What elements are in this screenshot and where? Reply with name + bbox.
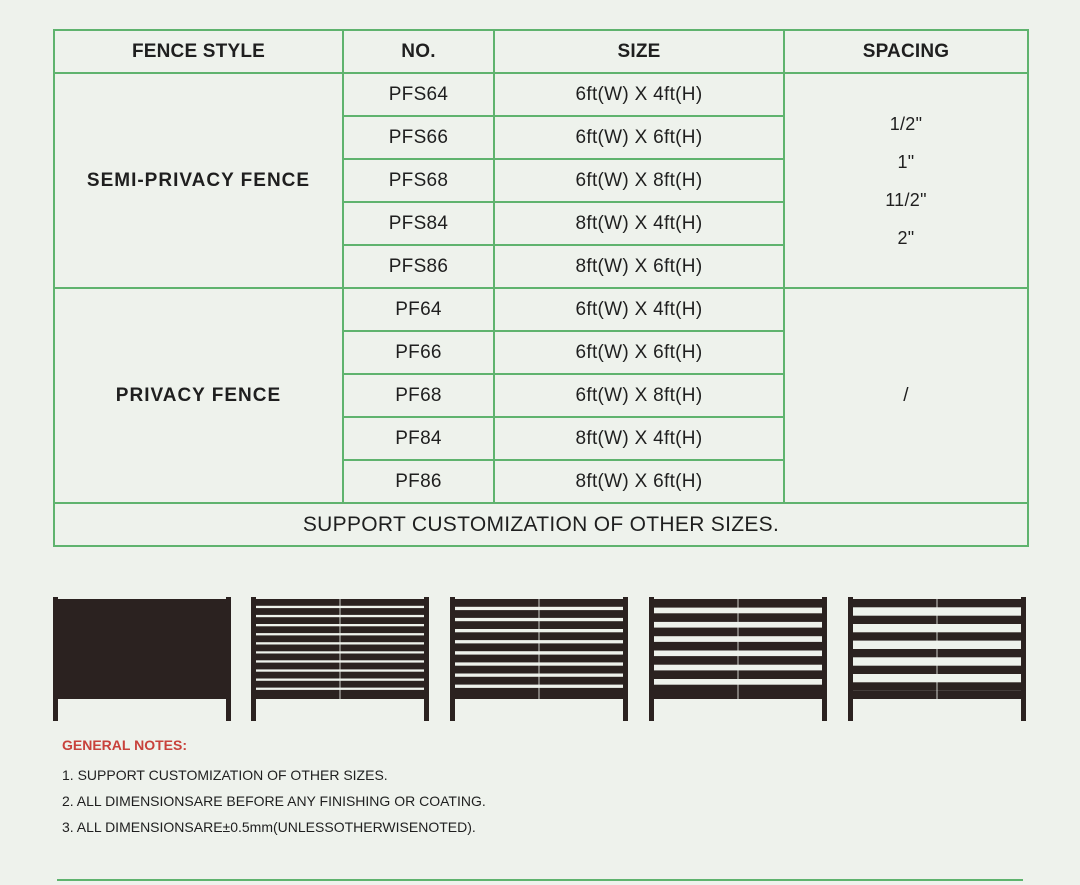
model-number: PFS64 (343, 73, 494, 116)
table-row (54, 73, 1028, 116)
spacing-options (885, 105, 927, 257)
narrow-gap-slat-panel (450, 597, 628, 721)
fence-style-semi-privacy: SEMI-PRIVACY FENCE (54, 73, 343, 288)
model-number: PF68 (343, 374, 494, 417)
spacing-privacy: / (784, 288, 1028, 503)
panel-divider (339, 599, 341, 699)
table-row (54, 288, 1028, 331)
note-item: 2. ALL DIMENSIONSARE BEFORE ANY FINISHING OR COATING. (62, 793, 486, 809)
model-number: PFS86 (343, 245, 494, 288)
model-size: 6ft(W) X 4ft(H) (494, 288, 784, 331)
model-number: PF86 (343, 460, 494, 503)
model-size: 8ft(W) X 6ft(H) (494, 245, 784, 288)
bottom-divider (57, 879, 1023, 881)
wide-gap-slat-panel (848, 597, 1026, 721)
spacing-semi-privacy (784, 73, 1028, 288)
notes-title: GENERAL NOTES: (62, 737, 187, 753)
model-size: 6ft(W) X 6ft(H) (494, 116, 784, 159)
fence-panel-illustrations (53, 597, 1027, 721)
solid-privacy-panel (53, 597, 231, 721)
tight-slat-panel (251, 597, 429, 721)
model-number: PF64 (343, 288, 494, 331)
spacing-option: 1" (897, 151, 915, 172)
model-size: 6ft(W) X 4ft(H) (494, 73, 784, 116)
note-item: 3. ALL DIMENSIONSARE±0.5mm(UNLESSOTHERWISENOTED). (62, 819, 476, 835)
model-number: PFS66 (343, 116, 494, 159)
model-size: 6ft(W) X 6ft(H) (494, 331, 784, 374)
customization-note: SUPPORT CUSTOMIZATION OF OTHER SIZES. (54, 503, 1028, 546)
model-size: 8ft(W) X 6ft(H) (494, 460, 784, 503)
note-item: 1. SUPPORT CUSTOMIZATION OF OTHER SIZES. (62, 767, 388, 783)
spacing-option: 2" (897, 227, 915, 248)
model-size: 6ft(W) X 8ft(H) (494, 374, 784, 417)
model-number: PFS84 (343, 202, 494, 245)
fence-spec-table (53, 29, 1029, 547)
header-size: SIZE (494, 30, 784, 73)
panel-divider (538, 599, 540, 699)
solid-infill (53, 599, 231, 699)
panel-divider (737, 599, 739, 699)
header-fence-style: FENCE STYLE (54, 30, 343, 73)
model-size: 6ft(W) X 8ft(H) (494, 159, 784, 202)
header-no: NO. (343, 30, 494, 73)
fence-style-privacy: PRIVACY FENCE (54, 288, 343, 503)
model-number: PF66 (343, 331, 494, 374)
table-header-row (54, 30, 1028, 73)
panel-divider (936, 599, 938, 699)
header-spacing: SPACING (784, 30, 1028, 73)
spacing-option: 1/2" (889, 113, 923, 134)
spacing-option: 11/2" (885, 189, 927, 210)
model-size: 8ft(W) X 4ft(H) (494, 417, 784, 460)
table-footer-row (54, 503, 1028, 546)
model-number: PF84 (343, 417, 494, 460)
medium-gap-slat-panel (649, 597, 827, 721)
general-notes (62, 737, 486, 840)
fence-post (848, 597, 853, 721)
fence-post (1021, 597, 1026, 721)
model-number: PFS68 (343, 159, 494, 202)
model-size: 8ft(W) X 4ft(H) (494, 202, 784, 245)
